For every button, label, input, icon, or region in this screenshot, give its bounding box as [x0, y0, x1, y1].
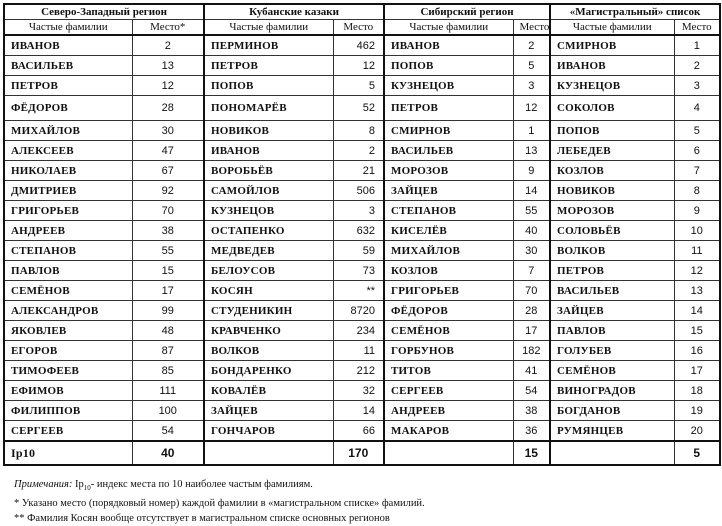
surname-cell: РУМЯНЦЕВ [550, 421, 674, 442]
surname-cell: ЕФИМОВ [4, 381, 132, 401]
surname-cell: ВОРОБЬЁВ [204, 161, 333, 181]
surname-cell: ПОПОВ [550, 121, 674, 141]
place-cell: 54 [132, 421, 204, 442]
place-cell: 12 [333, 56, 384, 76]
surname-cell: ПАВЛОВ [4, 261, 132, 281]
surname-cell: МИХАЙЛОВ [384, 241, 513, 261]
table-row [4, 321, 720, 341]
place-cell: 13 [132, 56, 204, 76]
column-header-place: Место* [132, 20, 204, 36]
table-row [4, 221, 720, 241]
surname-cell: ГРИГОРЬЕВ [4, 201, 132, 221]
surname-cell: ТИМОФЕЕВ [4, 361, 132, 381]
index-total-row [4, 441, 720, 465]
place-cell: 7 [513, 261, 550, 281]
place-cell: 30 [513, 241, 550, 261]
table-row [4, 341, 720, 361]
place-cell: 2 [513, 35, 550, 56]
table-row [4, 421, 720, 442]
table-body [4, 35, 720, 465]
table-row [4, 96, 720, 121]
surname-cell: ЗАЙЦЕВ [550, 301, 674, 321]
surname-cell: ПЕТРОВ [550, 261, 674, 281]
place-cell: 13 [513, 141, 550, 161]
surname-cell: САМОЙЛОВ [204, 181, 333, 201]
surname-cell: СМИРНОВ [384, 121, 513, 141]
surname-cell: КУЗНЕЦОВ [204, 201, 333, 221]
table-row [4, 76, 720, 96]
place-cell: ** [333, 281, 384, 301]
place-cell: 19 [674, 401, 720, 421]
place-cell: 66 [333, 421, 384, 442]
place-cell: 8720 [333, 301, 384, 321]
notes-label: Примечания: [14, 479, 73, 490]
index-subscript: 10 [83, 484, 91, 493]
surname-cell: МОРОЗОВ [550, 201, 674, 221]
place-cell: 55 [132, 241, 204, 261]
surname-cell: ТИТОВ [384, 361, 513, 381]
place-cell: 70 [132, 201, 204, 221]
place-cell: 9 [513, 161, 550, 181]
place-cell: 41 [513, 361, 550, 381]
surname-table [3, 3, 721, 466]
group-title-northwest: Северо-Западный регион [4, 4, 204, 20]
place-cell: 15 [132, 261, 204, 281]
place-cell: 28 [132, 96, 204, 121]
column-header-name: Частые фамилии [4, 20, 132, 36]
table-row [4, 121, 720, 141]
surname-cell: ВАСИЛЬЕВ [4, 56, 132, 76]
surname-cell: СТУДЕНИКИН [204, 301, 333, 321]
index-value: 15 [513, 441, 550, 465]
place-cell: 28 [513, 301, 550, 321]
surname-cell: ОСТАПЕНКО [204, 221, 333, 241]
surname-cell: КУЗНЕЦОВ [550, 76, 674, 96]
surname-cell: НОВИКОВ [550, 181, 674, 201]
table-row [4, 301, 720, 321]
column-header-place: Место [674, 20, 720, 36]
place-cell: 5 [674, 121, 720, 141]
place-cell: 12 [513, 96, 550, 121]
place-cell: 67 [132, 161, 204, 181]
surname-cell: СТЕПАНОВ [384, 201, 513, 221]
place-cell: 17 [513, 321, 550, 341]
place-cell: 2 [674, 56, 720, 76]
note-line-2: * Указано место (порядковый номер) каждой фамилии в «магистральном списке» фамилий. [14, 498, 425, 510]
place-cell: 38 [513, 401, 550, 421]
place-cell: 36 [513, 421, 550, 442]
surname-cell: ЗАЙЦЕВ [204, 401, 333, 421]
table-row [4, 281, 720, 301]
surname-cell: ДМИТРИЕВ [4, 181, 132, 201]
table-row [4, 261, 720, 281]
place-cell: 11 [333, 341, 384, 361]
surname-cell: СЕМЁНОВ [4, 281, 132, 301]
surname-cell: СТЕПАНОВ [4, 241, 132, 261]
place-cell: 6 [674, 141, 720, 161]
place-cell: 14 [333, 401, 384, 421]
place-cell: 12 [674, 261, 720, 281]
place-cell: 100 [132, 401, 204, 421]
note-line-3: ** Фамилия Косян вообще отсутствует в магистральном списке основных регионов [14, 513, 390, 525]
surname-cell: ВИНОГРАДОВ [550, 381, 674, 401]
surname-cell: ПЕТРОВ [384, 96, 513, 121]
place-cell: 18 [674, 381, 720, 401]
place-cell: 73 [333, 261, 384, 281]
table-row [4, 181, 720, 201]
surname-cell: БЕЛОУСОВ [204, 261, 333, 281]
surname-cell: БОНДАРЕНКО [204, 361, 333, 381]
surname-cell: СОКОЛОВ [550, 96, 674, 121]
surname-cell: ВАСИЛЬЕВ [550, 281, 674, 301]
surname-cell: ПАВЛОВ [550, 321, 674, 341]
place-cell: 10 [674, 221, 720, 241]
place-cell: 14 [674, 301, 720, 321]
place-cell: 5 [333, 76, 384, 96]
note-text-1: - индекс места по 10 наиболее частым фамилиям. [90, 479, 313, 490]
place-cell: 7 [674, 161, 720, 181]
place-cell: 111 [132, 381, 204, 401]
column-header-place: Место [513, 20, 550, 36]
place-cell: 59 [333, 241, 384, 261]
place-cell: 1 [674, 35, 720, 56]
place-cell: 3 [333, 201, 384, 221]
index-value: 40 [132, 441, 204, 465]
place-cell: 17 [132, 281, 204, 301]
place-cell: 8 [333, 121, 384, 141]
place-cell: 632 [333, 221, 384, 241]
surname-cell: АНДРЕЕВ [384, 401, 513, 421]
table-row [4, 401, 720, 421]
surname-cell: СЕРГЕЕВ [4, 421, 132, 442]
place-cell: 54 [513, 381, 550, 401]
index-value: 5 [674, 441, 720, 465]
place-cell: 462 [333, 35, 384, 56]
surname-cell: КРАВЧЕНКО [204, 321, 333, 341]
empty-cell [550, 441, 674, 465]
empty-cell [204, 441, 333, 465]
table-row [4, 161, 720, 181]
surname-cell: БОГДАНОВ [550, 401, 674, 421]
surname-cell: СЕРГЕЕВ [384, 381, 513, 401]
place-cell: 506 [333, 181, 384, 201]
group-title-kuban: Кубанские казаки [204, 4, 384, 20]
group-title-main-list: «Магистральный» список [550, 4, 720, 20]
place-cell: 12 [132, 76, 204, 96]
group-header-row [4, 4, 720, 20]
place-cell: 11 [674, 241, 720, 261]
place-cell: 30 [132, 121, 204, 141]
surname-cell: ИВАНОВ [4, 35, 132, 56]
place-cell: 52 [333, 96, 384, 121]
place-cell: 17 [674, 361, 720, 381]
place-cell: 87 [132, 341, 204, 361]
table-notes [14, 477, 425, 526]
surname-cell: ФЁДОРОВ [384, 301, 513, 321]
column-header-row [4, 20, 720, 36]
place-cell: 2 [132, 35, 204, 56]
surname-cell: СЕМЁНОВ [384, 321, 513, 341]
index-symbol: Ip [75, 479, 84, 490]
column-header-name: Частые фамилии [384, 20, 513, 36]
place-cell: 3 [674, 76, 720, 96]
surname-cell: ЯКОВЛЕВ [4, 321, 132, 341]
surname-cell: СОЛОВЬЁВ [550, 221, 674, 241]
surname-cell: ГОНЧАРОВ [204, 421, 333, 442]
place-cell: 8 [674, 181, 720, 201]
surname-cell: ПОПОВ [204, 76, 333, 96]
surname-cell: АЛЕКСЕЕВ [4, 141, 132, 161]
index-value: 170 [333, 441, 384, 465]
column-header-name: Частые фамилии [204, 20, 333, 36]
column-header-place: Место [333, 20, 384, 36]
table-row [4, 141, 720, 161]
place-cell: 21 [333, 161, 384, 181]
surname-cell: АЛЕКСАНДРОВ [4, 301, 132, 321]
surname-cell: КОВАЛЁВ [204, 381, 333, 401]
surname-cell: КУЗНЕЦОВ [384, 76, 513, 96]
surname-cell: НОВИКОВ [204, 121, 333, 141]
surname-cell: ГРИГОРЬЕВ [384, 281, 513, 301]
surname-cell: КОЗЛОВ [550, 161, 674, 181]
table-row [4, 56, 720, 76]
surname-cell: ФЁДОРОВ [4, 96, 132, 121]
place-cell: 70 [513, 281, 550, 301]
place-cell: 99 [132, 301, 204, 321]
surname-cell: НИКОЛАЕВ [4, 161, 132, 181]
surname-cell: ФИЛИППОВ [4, 401, 132, 421]
surname-cell: ПЕРМИНОВ [204, 35, 333, 56]
surname-cell: ПОНОМАРЁВ [204, 96, 333, 121]
place-cell: 32 [333, 381, 384, 401]
place-cell: 5 [513, 56, 550, 76]
place-cell: 14 [513, 181, 550, 201]
place-cell: 15 [674, 321, 720, 341]
place-cell: 47 [132, 141, 204, 161]
surname-cell: КИСЕЛЁВ [384, 221, 513, 241]
surname-cell: ПОПОВ [384, 56, 513, 76]
surname-cell: ЕГОРОВ [4, 341, 132, 361]
surname-cell: ВОЛКОВ [204, 341, 333, 361]
place-cell: 9 [674, 201, 720, 221]
group-title-siberia: Сибирский регион [384, 4, 550, 20]
surname-cell: АНДРЕЕВ [4, 221, 132, 241]
column-header-name: Частые фамилии [550, 20, 674, 36]
index-label: Ip10 [4, 441, 132, 465]
table-row [4, 35, 720, 56]
place-cell: 55 [513, 201, 550, 221]
surname-cell: МАКАРОВ [384, 421, 513, 442]
place-cell: 20 [674, 421, 720, 442]
surname-cell: КОСЯН [204, 281, 333, 301]
surname-cell: ПЕТРОВ [204, 56, 333, 76]
surname-cell: ИВАНОВ [384, 35, 513, 56]
place-cell: 2 [333, 141, 384, 161]
table-row [4, 361, 720, 381]
surname-cell: ГОРБУНОВ [384, 341, 513, 361]
empty-cell [384, 441, 513, 465]
place-cell: 234 [333, 321, 384, 341]
surname-cell: КОЗЛОВ [384, 261, 513, 281]
place-cell: 40 [513, 221, 550, 241]
table-row [4, 241, 720, 261]
place-cell: 13 [674, 281, 720, 301]
place-cell: 212 [333, 361, 384, 381]
table-row [4, 381, 720, 401]
surname-cell: ИВАНОВ [204, 141, 333, 161]
surname-cell: ЛЕБЕДЕВ [550, 141, 674, 161]
surname-cell: МИХАЙЛОВ [4, 121, 132, 141]
place-cell: 4 [674, 96, 720, 121]
note-line-1 [14, 477, 425, 496]
place-cell: 16 [674, 341, 720, 361]
surname-cell: ГОЛУБЕВ [550, 341, 674, 361]
surname-cell: ВАСИЛЬЕВ [384, 141, 513, 161]
surname-cell: ВОЛКОВ [550, 241, 674, 261]
place-cell: 85 [132, 361, 204, 381]
surname-cell: СЕМЁНОВ [550, 361, 674, 381]
surname-cell: СМИРНОВ [550, 35, 674, 56]
place-cell: 48 [132, 321, 204, 341]
surname-cell: ЗАЙЦЕВ [384, 181, 513, 201]
surname-cell: ИВАНОВ [550, 56, 674, 76]
place-cell: 3 [513, 76, 550, 96]
table-row [4, 201, 720, 221]
place-cell: 92 [132, 181, 204, 201]
place-cell: 38 [132, 221, 204, 241]
surname-cell: МОРОЗОВ [384, 161, 513, 181]
surname-cell: МЕДВЕДЕВ [204, 241, 333, 261]
place-cell: 182 [513, 341, 550, 361]
place-cell: 1 [513, 121, 550, 141]
surname-cell: ПЕТРОВ [4, 76, 132, 96]
